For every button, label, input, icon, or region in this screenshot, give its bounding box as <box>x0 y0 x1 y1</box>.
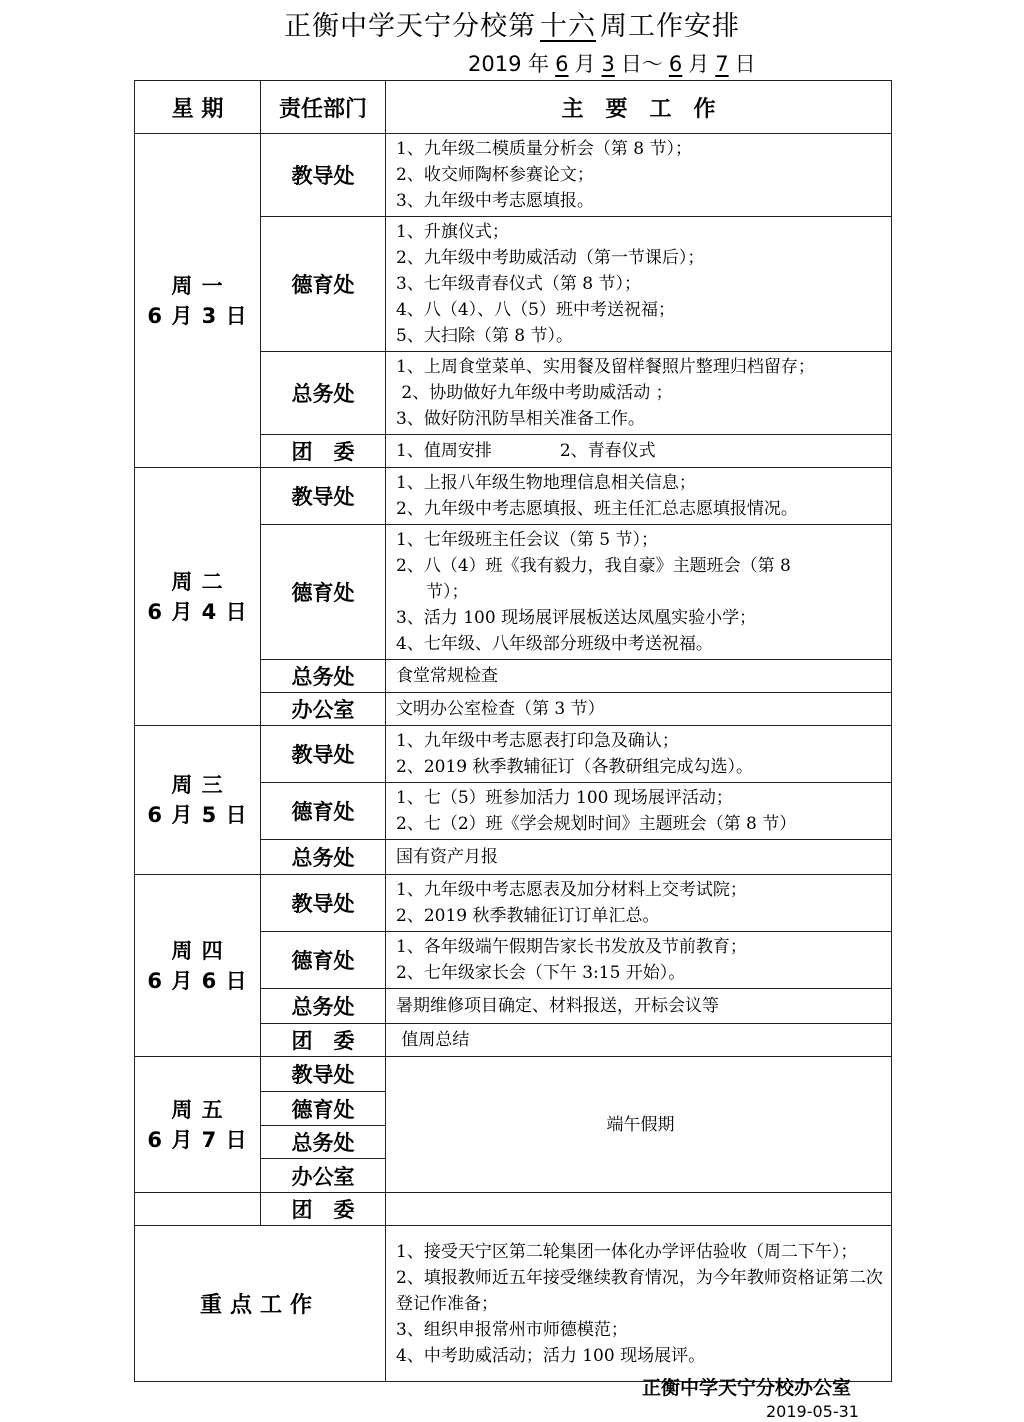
page-title <box>0 4 1024 43</box>
end-month: 6 <box>668 52 683 76</box>
work-item: 2、2019 秋季教辅征订订单汇总。 <box>396 906 660 926</box>
empty-cell <box>135 1193 261 1226</box>
dept-cell: 德育处 <box>261 525 386 660</box>
table-row <box>135 1193 892 1226</box>
day-name: 周 四 <box>171 938 224 963</box>
work-cell <box>386 525 892 660</box>
header-work: 主 要 工 作 <box>386 81 892 134</box>
work-cell <box>386 989 892 1024</box>
work-item: 1、九年级中考志愿表打印急及确认； <box>396 731 679 751</box>
table-row <box>135 468 892 525</box>
work-item: 1、九年级中考志愿表及加分材料上交考试院； <box>396 880 747 900</box>
work-item: 1、上周食堂菜单、实用餐及留样餐照片整理归档留存； <box>396 357 815 377</box>
work-item: 1、七年级班主任会议（第 5 节）； <box>396 530 658 550</box>
work-cell <box>386 660 892 693</box>
empty-cell <box>386 1193 892 1226</box>
work-item: 2、填报教师近五年接受继续教育情况，为今年教师资格证第二次登记作准备； <box>396 1267 883 1314</box>
day-date: 6 月 6 日 <box>147 968 248 993</box>
day-cell-friday <box>135 1057 261 1193</box>
work-item: 值周总结 <box>396 1030 470 1050</box>
work-item: 2、九年级中考志愿填报、班主任汇总志愿填报情况。 <box>396 499 798 519</box>
work-item: 3、九年级中考志愿填报。 <box>396 191 594 211</box>
day-date: 6 月 5 日 <box>147 803 248 827</box>
work-cell <box>386 783 892 840</box>
key-work-cell <box>386 1226 892 1382</box>
work-item: 4、七年级、八年级部分班级中考送祝福。 <box>396 634 713 654</box>
dept-cell: 德育处 <box>261 932 386 989</box>
work-item: 2、九年级中考助威活动（第一节课后）； <box>396 248 705 268</box>
table-row <box>135 875 892 932</box>
work-item: 1、各年级端午假期告家长书发放及节前教育； <box>396 937 747 957</box>
footer-date: 2019-05-31 <box>766 1402 859 1421</box>
work-item: 食堂常规检查 <box>396 666 498 686</box>
day-date: 6 月 4 日 <box>147 599 248 624</box>
day-date: 6 月 7 日 <box>147 1127 248 1152</box>
work-item: 1、上报八年级生物地理信息相关信息； <box>396 473 696 493</box>
work-item: 2、协助做好九年级中考助威活动 ； <box>396 383 673 403</box>
work-cell <box>386 435 892 468</box>
table-row <box>135 134 892 217</box>
holiday-cell <box>386 1057 892 1193</box>
dept-cell: 总务处 <box>261 989 386 1024</box>
day-label: 日～ <box>620 52 663 76</box>
start-month: 6 <box>555 52 569 76</box>
dept-cell: 团 委 <box>261 435 386 468</box>
work-item: 3、活力 100 现场展评展板送达凤凰实验小学； <box>396 608 757 628</box>
work-cell <box>386 134 892 217</box>
work-item: 3、做好防汛防旱相关准备工作。 <box>396 409 645 429</box>
table-row <box>135 726 892 783</box>
work-item: 2、收交师陶杯参赛论文； <box>396 165 594 185</box>
day-name: 周 五 <box>171 1097 224 1122</box>
work-cell <box>386 932 892 989</box>
work-cell <box>386 468 892 525</box>
dept-cell: 总务处 <box>261 352 386 435</box>
start-day: 3 <box>601 52 615 76</box>
dept-cell: 教导处 <box>261 1057 386 1092</box>
dept-cell: 德育处 <box>261 1092 386 1126</box>
day-cell-wednesday <box>135 726 261 875</box>
day-cell-monday <box>135 134 261 468</box>
dept-cell: 德育处 <box>261 217 386 352</box>
date-range <box>468 48 756 78</box>
dept-cell: 教导处 <box>261 468 386 525</box>
header-dept: 责任部门 <box>261 81 386 134</box>
day-cell-tuesday <box>135 468 261 726</box>
dept-cell: 教导处 <box>261 134 386 217</box>
work-cell <box>386 352 892 435</box>
title-week-number: 十六 <box>540 11 596 42</box>
holiday-label: 端午假期 <box>606 1114 675 1135</box>
work-cell <box>386 840 892 875</box>
day-date: 6 月 3 日 <box>147 303 248 328</box>
work-item: 节）； <box>426 582 469 602</box>
schedule-table <box>134 80 892 1382</box>
work-item: 5、大扫除（第 8 节）。 <box>396 326 573 346</box>
dept-cell: 教导处 <box>261 726 386 783</box>
work-item: 1、九年级二模质量分析会（第 8 节）； <box>396 139 692 159</box>
end-day: 7 <box>715 52 729 76</box>
dept-cell: 团 委 <box>261 1024 386 1057</box>
day-name: 周 三 <box>171 773 224 797</box>
day-label: 日 <box>734 52 756 76</box>
work-item: 3、组织申报常州市师德模范； <box>396 1319 628 1340</box>
work-item: 3、七年级青春仪式（第 8 节）； <box>396 274 641 294</box>
work-item: 4、中考助威活动；活力 100 现场展评。 <box>396 1345 706 1366</box>
work-item: 1、升旗仪式； <box>396 222 509 242</box>
key-work-label: 重点工作 <box>135 1226 386 1382</box>
dept-cell: 总务处 <box>261 1126 386 1159</box>
month-label: 月 <box>688 52 710 76</box>
work-cell <box>386 1024 892 1057</box>
work-item: 2、七年级家长会（下午 3:15 开始）。 <box>396 963 686 983</box>
work-item: 1、七（5）班参加活力 100 现场展评活动； <box>396 788 733 808</box>
title-prefix: 正衡中学天宁分校第 <box>284 11 536 42</box>
work-cell <box>386 726 892 783</box>
footer-office: 正衡中学天宁分校办公室 <box>642 1377 852 1399</box>
title-suffix: 周工作安排 <box>600 11 740 42</box>
header-day: 星 期 <box>135 81 261 134</box>
date-year: 2019 年 <box>468 52 550 76</box>
day-name: 周 二 <box>171 569 224 594</box>
dept-cell: 团 委 <box>261 1193 386 1226</box>
work-item: 2、2019 秋季教辅征订（各教研组完成勾选）。 <box>396 757 753 777</box>
header-row <box>135 81 892 134</box>
dept-cell: 办公室 <box>261 693 386 726</box>
dept-cell: 德育处 <box>261 783 386 840</box>
table-row <box>135 1226 892 1382</box>
work-item: 1、接受天宁区第二轮集团一体化办学评估验收（周二下午）； <box>396 1241 858 1262</box>
work-item: 暑期维修项目确定、材料报送，开标会议等 <box>396 996 719 1016</box>
work-item: 4、八（4）、八（5）班中考送祝福； <box>396 300 675 320</box>
dept-cell: 教导处 <box>261 875 386 932</box>
work-cell <box>386 875 892 932</box>
work-cell <box>386 693 892 726</box>
dept-cell: 总务处 <box>261 660 386 693</box>
day-cell-thursday <box>135 875 261 1057</box>
work-item: 2、七（2）班《学会规划时间》主题班会（第 8 节） <box>396 814 797 834</box>
work-item: 1、值周安排 2、青春仪式 <box>396 441 656 461</box>
month-label: 月 <box>574 52 596 76</box>
work-item: 国有资产月报 <box>396 847 498 867</box>
dept-cell: 办公室 <box>261 1159 386 1193</box>
work-item: 2、八（4）班《我有毅力，我自豪》主题班会（第 8 <box>396 556 791 576</box>
work-cell <box>386 217 892 352</box>
day-name: 周 一 <box>171 273 224 298</box>
dept-cell: 总务处 <box>261 840 386 875</box>
work-item: 文明办公室检查（第 3 节） <box>396 699 605 719</box>
table-row <box>135 1057 892 1092</box>
